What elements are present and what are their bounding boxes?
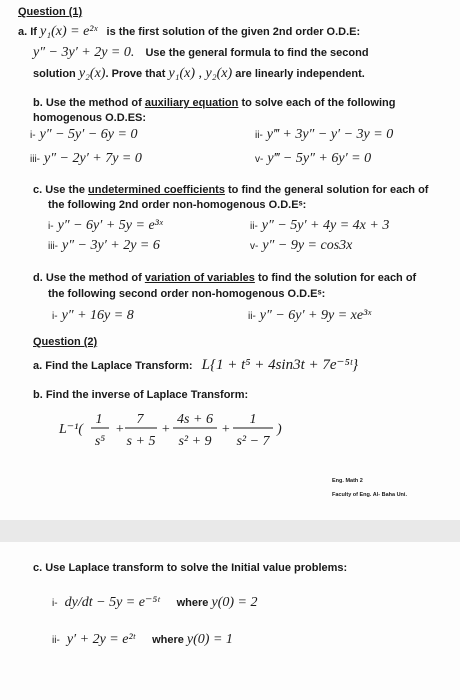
q1b-item-ii: ii- y‴ + 3y″ − y′ − 3y = 0: [255, 127, 394, 142]
question-1-heading: Question (1): [18, 6, 83, 18]
frac-3-den: s² + 9: [178, 434, 212, 449]
q1c-line-1: c. Use the undetermined coefficients to find the general solution for each of: [33, 184, 429, 196]
q1a-line-1: a. If y₁(x) = e²ˣ is the first solution of the given 2nd order O.D.E:: [18, 24, 361, 39]
question-2-heading: Question (2): [33, 336, 98, 348]
frac-1-den: s⁵: [94, 434, 106, 449]
q2a-laplace-expression: L{1 + t⁵ + 4sin3t + 7e⁻⁵ᵗ}: [201, 357, 359, 373]
q1a-line-2: y″ − 3y′ + 2y = 0. Use the general formula to find the second: [33, 45, 369, 60]
q1b-line-1: b. Use the method of auxiliary equation to solve each of the following: [33, 97, 396, 109]
linv-operator: L⁻¹(: [59, 422, 84, 437]
plus-2: +: [161, 422, 171, 437]
q1c-item-i: i- y″ − 6y′ + 5y = e³ˣ: [48, 218, 163, 233]
q1c-item-iii: iii- y″ − 3y′ + 2y = 6: [48, 238, 160, 253]
frac-2-den: s + 5: [126, 434, 156, 449]
q1a-ode: y″ − 3y′ + 2y = 0.: [33, 45, 135, 60]
q1b-item-iii: iii- y″ − 2y′ + 7y = 0: [30, 151, 142, 166]
footer-faculty: Faculty of Eng. Al- Baha Uni.: [332, 492, 407, 498]
frac-4-num: 1: [249, 412, 257, 427]
frac-3-num: 4s + 6: [177, 412, 213, 427]
plus-1: +: [115, 422, 125, 437]
q1b-item-v: v- y‴ − 5y″ + 6y′ = 0: [255, 151, 372, 166]
q1b-item-i: i- y″ − 5y′ − 6y = 0: [30, 127, 138, 142]
q2b-inverse-laplace-expression: [55, 406, 295, 458]
q1c-item-ii: ii- y″ − 5y′ + 4y = 4x + 3: [250, 218, 390, 233]
q2b-line: b. Find the inverse of Laplace Transform:: [33, 389, 249, 401]
q1d-item-i: i- y″ + 16y = 8: [52, 308, 134, 323]
frac-4-den: s² − 7: [236, 434, 270, 449]
q1b-line-2: homogenous O.D.ES:: [33, 112, 147, 124]
q1c-item-v: v- y″ − 9y = cos3x: [250, 238, 353, 253]
page-break: [0, 520, 460, 542]
q1a-y1-formula: y₁(x) = e²ˣ: [40, 24, 98, 39]
footer-course: Eng. Math 2: [332, 478, 363, 484]
q1d-line-1: d. Use the method of variation of variables to find the solution for each of: [33, 272, 417, 284]
frac-2-num: 7: [136, 412, 144, 427]
q2c-item-ii: ii- y′ + 2y = e²ᵗ where y(0) = 1: [52, 632, 233, 647]
q2c-item-i: i- dy/dt − 5y = e⁻⁵ᵗ where y(0) = 2: [52, 595, 258, 610]
plus-3: +: [221, 422, 231, 437]
page-lower: [0, 542, 460, 700]
q1d-item-ii: ii- y″ − 6y′ + 9y = xe³ˣ: [248, 308, 372, 323]
q1a-line-3: solution y₂(x). Prove that y₁(x) , y₂(x) are linearly independent.: [33, 66, 365, 81]
q1c-line-2: the following 2nd order non-homogenous O.D.Eˢ:: [48, 199, 307, 211]
q2c-line: c. Use Laplace transform to solve the Initial value problems:: [33, 562, 348, 574]
close-paren: ): [277, 422, 282, 437]
frac-1-num: 1: [95, 412, 103, 427]
q1d-line-2: the following second order non-homogenous O.D.Eˢ:: [48, 288, 326, 300]
q2a-line: a. Find the Laplace Transform: L{1 + t⁵ + 4sin3t + 7e⁻⁵ᵗ}: [33, 357, 359, 373]
